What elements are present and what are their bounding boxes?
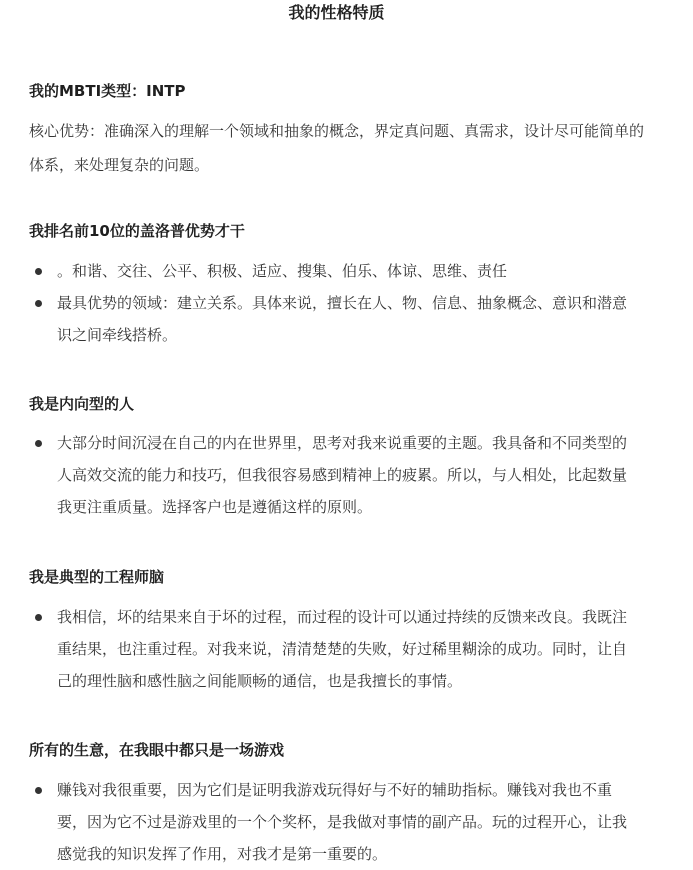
bullet-dot-icon — [35, 614, 42, 621]
paragraph-core-strength: 核心优势：准确深入的理解一个领域和抽象的概念，界定真问题、真需求，设计尽可能简单的体系，来处理复杂的问题。 — [29, 122, 645, 174]
list-item — [29, 287, 641, 351]
section-heading-introvert: 我是内向型的人 — [29, 395, 135, 413]
bullet-list-business-game — [29, 774, 641, 870]
bullet-dot-icon — [35, 787, 42, 794]
list-item — [29, 427, 641, 523]
bullet-dot-icon — [35, 268, 42, 275]
section-heading-gallup: 我排名前10位的盖洛普优势才干 — [29, 222, 245, 240]
section-heading-engineer: 我是典型的工程师脑 — [29, 568, 165, 586]
list-item-text: 最具优势的领域：建立关系。具体来说，擅长在人、物、信息、抽象概念、意识和潜意识之间牵线搭桥。 — [57, 294, 628, 344]
section-heading-business-game: 所有的生意，在我眼中都只是一场游戏 — [29, 741, 285, 759]
list-item-text: 我相信，坏的结果来自于坏的过程，而过程的设计可以通过持续的反馈来改良。我既注重结果，也注重过程。对我来说，清清楚楚的失败，好过稀里糊涂的成功。同时，让自己的理性脑和感性脑之间能顺畅的通信，也是我擅长的事情。 — [57, 608, 628, 690]
list-item-text: 大部分时间沉浸在自己的内在世界里，思考对我来说重要的主题。我具备和不同类型的人高效交流的能力和技巧，但我很容易感到精神上的疲累。所以，与人相处，比起数量我更注重质量。选择客户也是遵循这样的原则。 — [57, 434, 628, 516]
bullet-dot-icon — [35, 440, 42, 447]
list-item — [29, 774, 641, 870]
list-item-text: 赚钱对我很重要，因为它们是证明我游戏玩得好与不好的辅助指标。赚钱对我也不重要，因为它不过是游戏里的一个个奖杯，是我做对事情的副产品。玩的过程开心，让我感觉我的知识发挥了作用，对我才是第一重要的。 — [57, 781, 628, 863]
bullet-list-engineer — [29, 601, 641, 697]
section-heading-mbti: 我的MBTI类型：INTP — [29, 82, 186, 100]
bullet-list-gallup — [29, 255, 641, 351]
list-item — [29, 601, 641, 697]
list-item — [29, 255, 641, 287]
page-title: 我的性格特质 — [288, 3, 385, 22]
bullet-dot-icon — [35, 300, 42, 307]
bullet-list-introvert — [29, 427, 641, 523]
list-item-text: 。和谐、交往、公平、积极、适应、搜集、伯乐、体谅、思维、责任 — [57, 262, 508, 280]
